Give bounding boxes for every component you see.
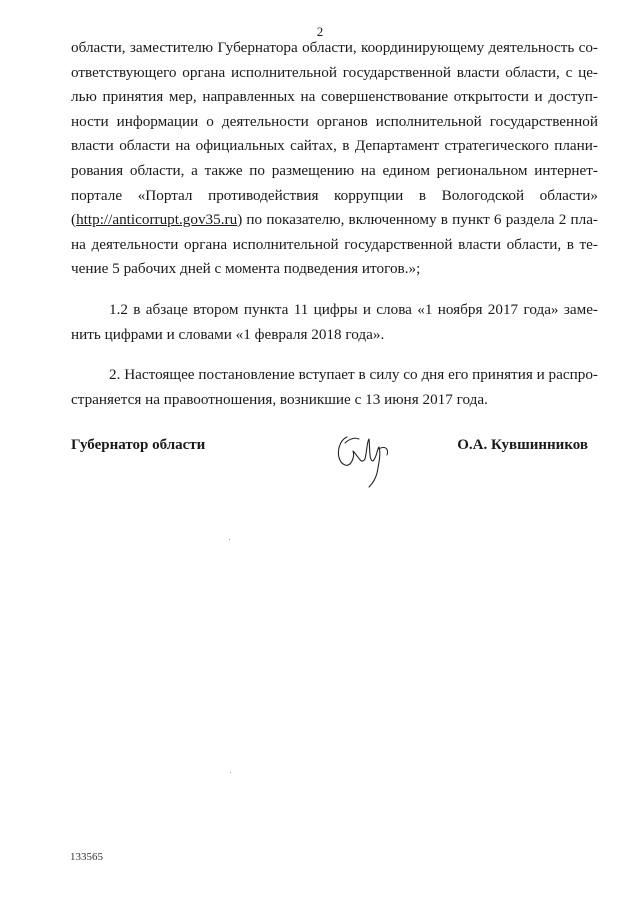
text-line: чение 5 рабочих дней с момента подведения итогов.»; [71,260,421,278]
paren-open: ( [71,211,77,229]
text-line: ности информации о деятельности органов исполнительной государственной [71,112,598,130]
paragraph-3 [71,363,598,412]
signature-block [71,427,598,487]
text-line: власти области на официальных сайтах, в Департамент стратегического плани- [71,137,598,155]
paragraph-2 [71,298,598,347]
signatory-name: О.А. Кувшинников [457,437,588,453]
text-line: 1.2 в абзаце втором пункта 11 цифры и слова «1 ноября 2017 года» заме- [109,300,598,318]
paragraph-1 [71,36,598,282]
text-line-with-link [71,208,598,233]
document-body [71,36,598,412]
text-line: на деятельности органа исполнительной государственной власти области, в те- [71,235,598,253]
text-line: области, заместителю Губернатора области, координирующему деятельность со- [71,39,598,56]
text-line: лью принятия мер, направленных на совершенствование открытости и доступ- [71,88,598,106]
text-line: портале «Портал противодействия коррупции в Вологодской области» [71,186,598,204]
portal-link[interactable]: http://anticorrupt.gov35.ru [76,211,238,229]
signatory-title: Губернатор области [71,437,206,453]
text-line: рования области, а также по размещению на едином региональном интернет- [71,161,598,179]
scan-speck [229,539,230,540]
text-line: 2. Настоящее постановление вступает в силу со дня его принятия и распро- [109,366,598,384]
text-line: ответствующего органа исполнительной государственной власти области, с це- [71,63,598,81]
link-line-rest: ) по показателю, включенному в пункт 6 раздела 2 пла- [237,211,598,229]
text-line: нить цифрами и словами «1 февраля 2018 года». [71,325,385,343]
scan-speck [230,772,231,773]
page-number: 2 [316,24,324,39]
handwritten-signature [333,427,403,489]
document-code: 133565 [70,851,103,863]
text-line: страняется на правоотношения, возникшие с 13 июня 2017 года. [71,390,488,408]
